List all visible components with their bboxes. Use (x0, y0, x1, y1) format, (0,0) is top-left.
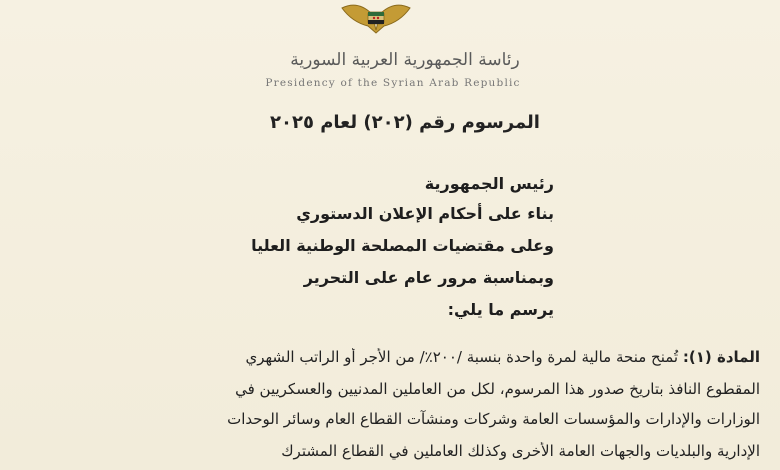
article-1-line-2: المقطوع النافذ بتاريخ صدور هذا المرسوم، لكل من العاملين المدنيين والعسكريين في (235, 380, 760, 398)
article-1-line-1 (40, 348, 760, 366)
basis-line-1: بناء على أحكام الإعلان الدستوري (296, 204, 554, 223)
decree-title: المرسوم رقم (٢٠٢) لعام ٢٠٢٥ (270, 112, 540, 133)
org-name-arabic: رئاسة الجمهورية العربية السورية (290, 50, 520, 70)
basis-line-3: وبمناسبة مرور عام على التحرير (303, 268, 554, 287)
article-1-line-4: الإدارية والبلديات والجهات العامة الأخرى وكذلك العاملين في القطاع المشترك (281, 442, 760, 460)
decrees-line: يرسم ما يلي: (447, 300, 554, 319)
article-1-label: المادة (١): (682, 348, 760, 366)
article-1-text-1: تُمنح منحة مالية لمرة واحدة بنسبة /٢٠٠٪/ من الأجر أو الراتب الشهري (245, 348, 679, 366)
basis-line-2: وعلى مقتضيات المصلحة الوطنية العليا (251, 236, 554, 255)
issuer-line: رئيس الجمهورية (424, 174, 554, 193)
article-1-line-3: الوزارات والإدارات والمؤسسات العامة وشركات ومنشآت القطاع العام وسائر الوحدات (227, 410, 760, 428)
org-name-english: Presidency of the Syrian Arab Republic (265, 77, 521, 89)
eagle-emblem-icon (338, 0, 414, 34)
